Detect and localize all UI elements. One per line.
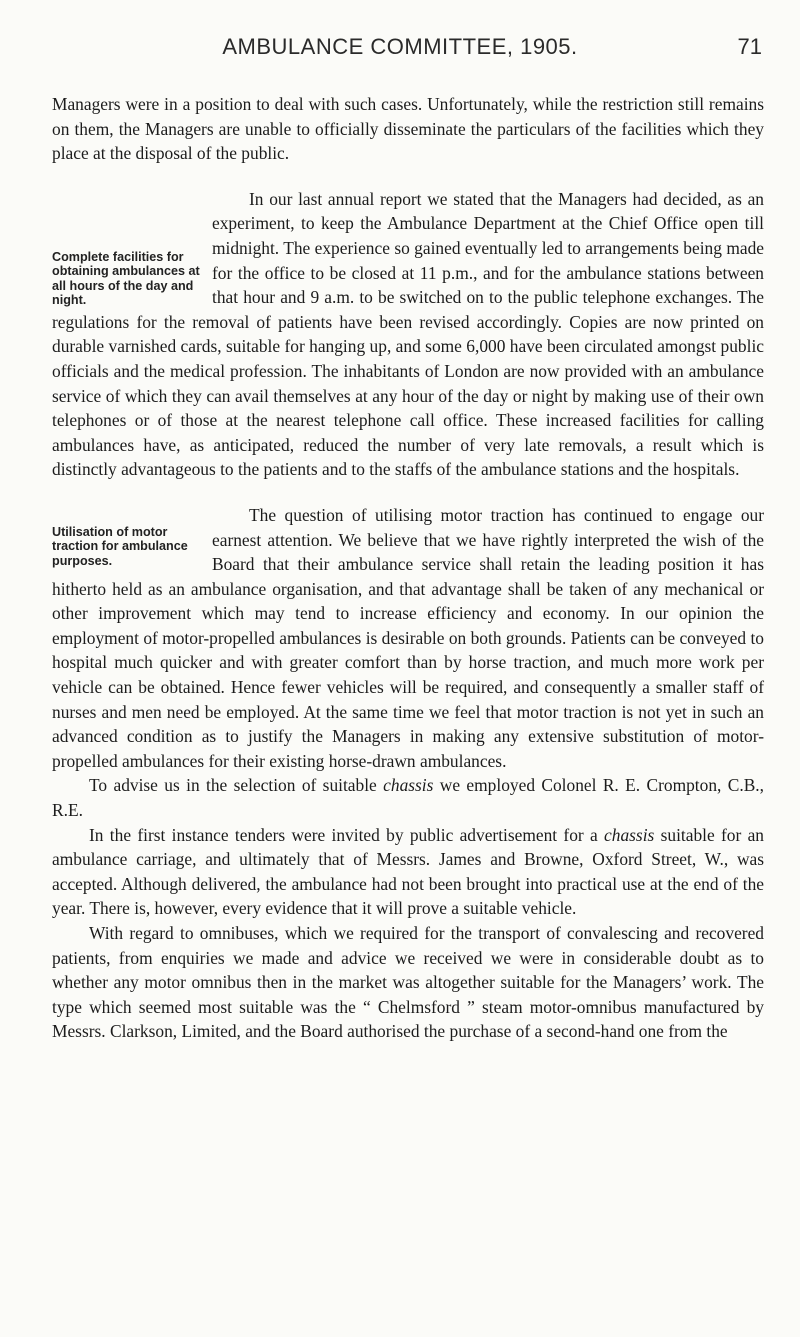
header-title: AMBULANCE COMMITTEE, 1905. [222,34,578,59]
paragraph [52,773,764,822]
running-header [0,34,800,64]
margin-note: Complete facilities for obtaining ambulances at all hours of the day and night. [52,249,200,307]
text-run: In the first instance tenders were invited by public advertisement for a [89,824,598,845]
italic-term: chassis [604,824,655,845]
text-run: we employed Colonel R. E. Crompton, C.B., R.E. [52,775,764,821]
paragraph [52,823,764,921]
text-run: suitable for an ambulance carriage, and ultimately that of Messrs. James and Browne, Oxford Street, W., was accepted. Although delivered, the ambulance had not been brought into practical use at the end of the year. There is, however, every evidence that it will prove a suitable vehicle. [52,824,764,919]
paragraph: In our last annual report we stated that the Managers had decided, as an experiment, to keep the Ambulance Department at the Chief Office open till midnight. The experience so gained eventually led to arrangements being made for the office to be closed at 11 p.m., and for the ambulance stations between that hour and 9 a.m. to be switched on to the public telephone exchanges. The regulations for the removal of patients have been revised accordingly. Copies are now printed on durable varnished cards, suitable for hanging up, and some 6,000 have been circulated amongst public officials and the medical profession. The inhabitants of London are now provided with an ambulance service of which they can avail themselves at any hour of the day or night by making use of their own telephones or of those at the nearest telephone call office. These increased facilities for calling ambulances have, as anticipated, reduced the number of very late removals, a result which is distinctly advantageous to the patients and to the staffs of the ambulance stations and the hospitals. [52,188,764,480]
margin-note: Utilisation of motor traction for ambulance purposes. [52,524,188,568]
paragraph: With regard to omnibuses, which we required for the transport of convalescing and recovered patients, from enquiries we made and advice we received we were in considerable doubt as to whether any motor omnibus then in the market was altogether suitable for the Managers’ work. The type which seemed most suitable was the “ Chelmsford ” steam motor-omnibus manufactured by Messrs. Clarkson, Limited, and the Board authorised the purchase of a second-hand one from the [52,923,764,1042]
text-run: To advise us in the selection of suitable [89,775,377,796]
body-text [52,92,764,1044]
italic-term: chassis [383,775,434,796]
page-number: 71 [737,34,762,59]
paragraph: The question of utilising motor traction has continued to engage our earnest attention. We believe that we have rightly interpreted the wish of the Board that their ambulance service shall retain the leading position it has hitherto held as an ambulance organisation, and that advantage shall be taken of any mechanical or other improvement which may tend to increase efficiency and economy. In our opinion the employment of motor-propelled ambulances is desirable on both grounds. Patients can be conveyed to hospital much quicker and with greater comfort than by horse traction, and much more work per vehicle can be obtained. Hence fewer vehicles will be required, and consequently a smaller staff of nurses and men need be employed. At the same time we feel that motor traction is not yet in such an advanced condition as to justify the Managers in making any extensive substitution of motor-propelled ambulances for their existing horse-drawn ambulances. [52,504,764,771]
paragraph: Managers were in a position to deal with such cases. Unfortunately, while the restriction still remains on them, the Managers are unable to officially disseminate the particulars of the facilities which they place at the disposal of the public. [52,94,764,164]
